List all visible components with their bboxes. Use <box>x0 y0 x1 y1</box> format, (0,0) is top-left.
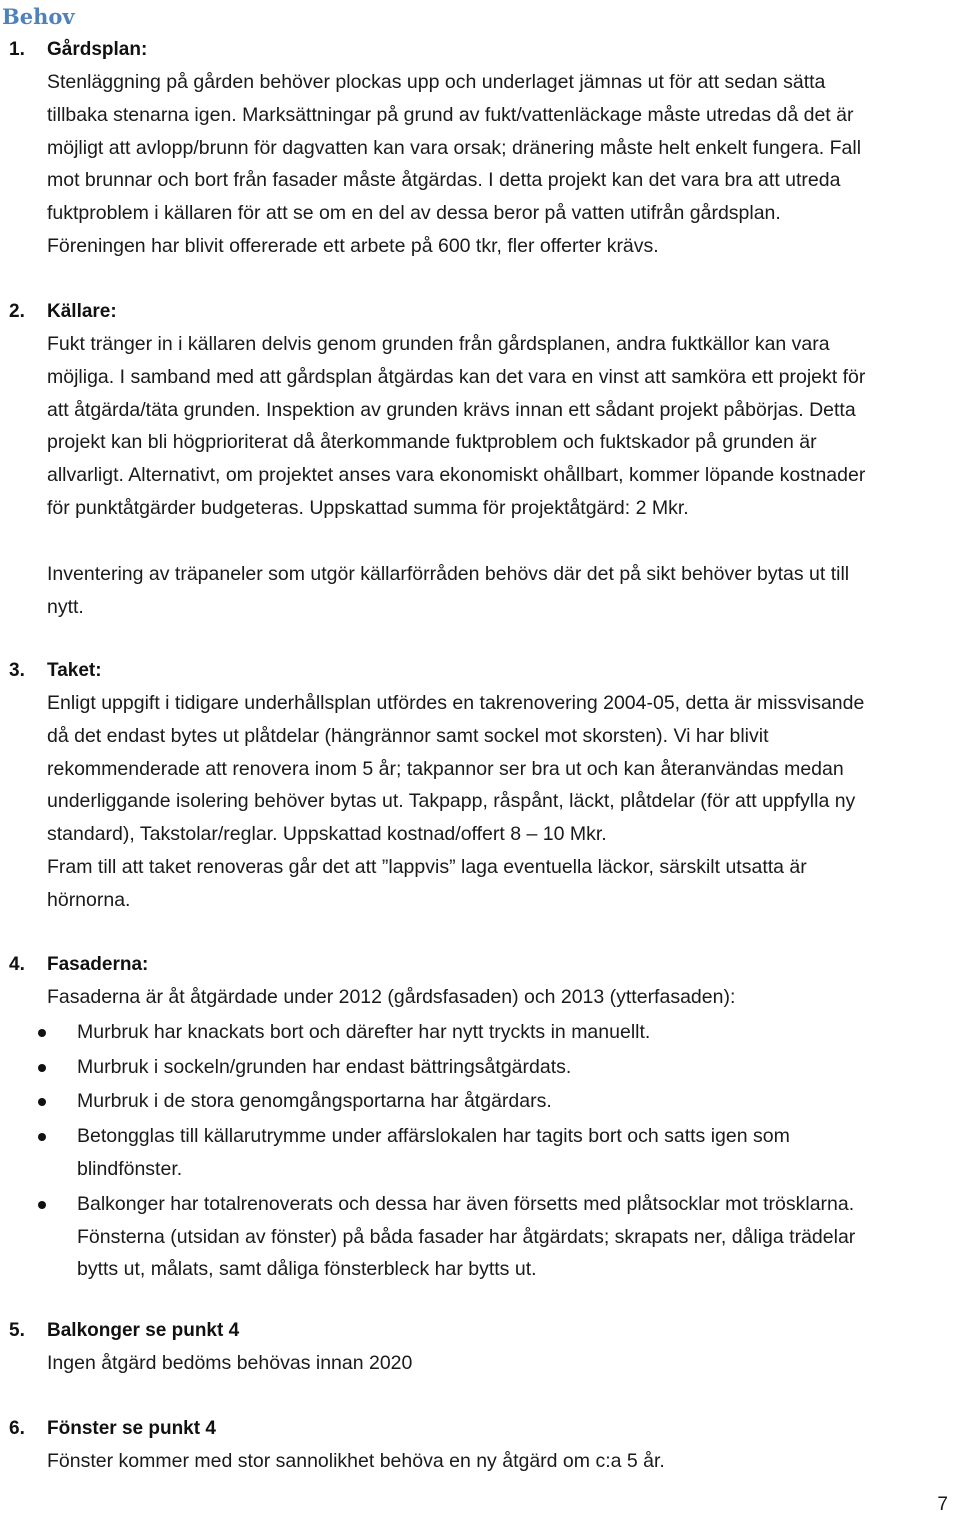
text-line: tillbaka stenarna igen. Marksättningar på grund av fukt/vattenläckage måste utredas då det är <box>47 103 854 126</box>
text-line: Föreningen har blivit offererade ett arbete på 600 tkr, fler offerter krävs. <box>47 234 659 257</box>
section-title <box>0 1412 960 1445</box>
page-number: 7 <box>937 1494 948 1515</box>
text-line: Fram till att taket renoveras går det att ”lappvis” laga eventuella läckor, särskilt utsatta är <box>47 855 807 878</box>
section-gardsplan <box>0 33 960 263</box>
section-body <box>0 1347 932 1380</box>
bullet-icon <box>38 1133 46 1141</box>
section-taket <box>0 654 960 917</box>
text-line: mot brunnar och bort från fasader måste åtgärdas. I detta projekt kan det vara bra att utreda <box>47 169 841 192</box>
text-line: underliggande isolering behöver bytas ut. Takpapp, råspånt, läckt, plåtdelar (för att uppfylla ny <box>47 790 856 813</box>
page-heading: Behov <box>2 4 75 29</box>
list-item <box>0 1051 937 1084</box>
section-title <box>0 33 960 66</box>
text-line: Enligt uppgift i tidigare underhållsplan utfördes en takrenovering 2004-05, detta är missvisande <box>47 692 865 714</box>
text-line: projekt kan bli högprioriterat då återkommande fuktproblem och fuktskador på grunden är <box>47 431 817 454</box>
section-body-extra <box>0 558 932 624</box>
bullet-icon <box>38 1098 46 1106</box>
text-line: bytts ut, målats, samt dåliga fönsterbleck har bytts ut. <box>77 1258 537 1281</box>
text-line: hörnorna. <box>47 888 131 911</box>
text-line: Inventering av träpaneler som utgör källarförråden behövs där det på sikt behöver bytas ut till <box>47 562 850 585</box>
section-title <box>0 295 960 328</box>
list-item <box>0 1016 937 1049</box>
text-line: blindfönster. <box>77 1157 183 1180</box>
section-fasaderna <box>0 948 960 1286</box>
text-line: Ingen åtgärd bedöms behövas innan 2020 <box>47 1352 413 1374</box>
text-line: Murbruk i sockeln/grunden har endast bättringsåtgärdats. <box>77 1055 572 1078</box>
text-line: standard), Takstolar/reglar. Uppskattad kostnad/offert 8 – 10 Mkr. <box>47 823 607 846</box>
section-title <box>0 948 960 981</box>
section-number: 1. <box>9 39 25 60</box>
section-body <box>0 328 932 525</box>
section-number: 6. <box>9 1418 25 1439</box>
bullet-list <box>0 1016 960 1286</box>
section-body <box>0 981 932 1014</box>
text-line: Balkonger har totalrenoverats och dessa har även försetts med plåtsocklar mot trösklarna. <box>77 1192 855 1215</box>
section-title <box>0 654 960 687</box>
section-balkonger <box>0 1314 960 1380</box>
section-label: Fasaderna: <box>47 954 149 975</box>
section-label: Gårdsplan: <box>47 39 148 60</box>
text-line: Fukt tränger in i källaren delvis genom grunden från gårdsplanen, andra fuktkällor kan vara <box>47 333 830 355</box>
bullet-icon <box>38 1064 46 1072</box>
text-line: Fasaderna är åt åtgärdade under 2012 (gårdsfasaden) och 2013 (ytterfasaden): <box>47 986 736 1008</box>
section-fonster <box>0 1412 960 1478</box>
text-line: Betongglas till källarutrymme under affärslokalen har tagits bort och satts igen som <box>77 1125 790 1148</box>
text-line: möjliga. I samband med att gårdsplan åtgärdas kan det vara en vinst att samköra ett projekt för <box>47 365 866 388</box>
text-line: då det endast bytes ut plåtdelar (hängrännor samt sockel mot skorsten). Vi har blivit <box>47 724 769 747</box>
section-body <box>0 66 932 263</box>
section-kallare <box>0 295 960 623</box>
text-line: nytt. <box>47 595 84 618</box>
text-line: att åtgärda/täta grunden. Inspektion av grunden krävs innan ett sådant projekt påbörjas. Detta <box>47 398 856 421</box>
section-label: Balkonger se punkt 4 <box>47 1320 240 1341</box>
section-title <box>0 1314 960 1347</box>
section-label: Källare: <box>47 301 117 322</box>
section-body <box>0 687 932 917</box>
section-number: 2. <box>9 301 25 322</box>
section-label: Taket: <box>47 660 102 681</box>
bullet-icon <box>38 1029 46 1037</box>
text-line: möjligt att avlopp/brunn för dagvatten kan vara orsak; dränering måste helt enkelt fungera. Fall <box>47 136 862 159</box>
section-number: 4. <box>9 954 25 975</box>
section-body <box>0 1445 932 1478</box>
text-line: rekommenderade att renovera inom 5 år; takpannor ser bra ut och kan återanvändas medan <box>47 757 844 780</box>
text-line: Murbruk har knackats bort och därefter har nytt tryckts in manuellt. <box>77 1020 651 1043</box>
text-line: Fönster kommer med stor sannolikhet behöva en ny åtgärd om c:a 5 år. <box>47 1450 665 1472</box>
text-line: allvarligt. Alternativt, om projektet anses vara ekonomiskt ohållbart, kommer löpande kostnader <box>47 464 866 487</box>
text-line: Murbruk i de stora genomgångsportarna har åtgärdars. <box>77 1090 552 1113</box>
text-line: för punktåtgärder budgeteras. Uppskattad summa för projektåtgärd: 2 Mkr. <box>47 496 689 519</box>
list-item <box>0 1120 937 1186</box>
list-item <box>0 1085 937 1118</box>
bullet-icon <box>38 1201 46 1209</box>
section-label: Fönster se punkt 4 <box>47 1418 216 1439</box>
text-line: Stenläggning på gården behöver plockas upp och underlaget jämnas ut för att sedan sätta <box>47 71 826 93</box>
section-number: 3. <box>9 660 25 681</box>
list-item <box>0 1188 937 1286</box>
text-line: Fönsterna (utsidan av fönster) på båda fasader har åtgärdats; skrapats ner, dåliga trädelar <box>77 1225 856 1248</box>
text-line: fuktproblem i källaren för att se om en del av dessa beror på vatten utifrån gårdsplan. <box>47 202 781 225</box>
section-number: 5. <box>9 1320 25 1341</box>
